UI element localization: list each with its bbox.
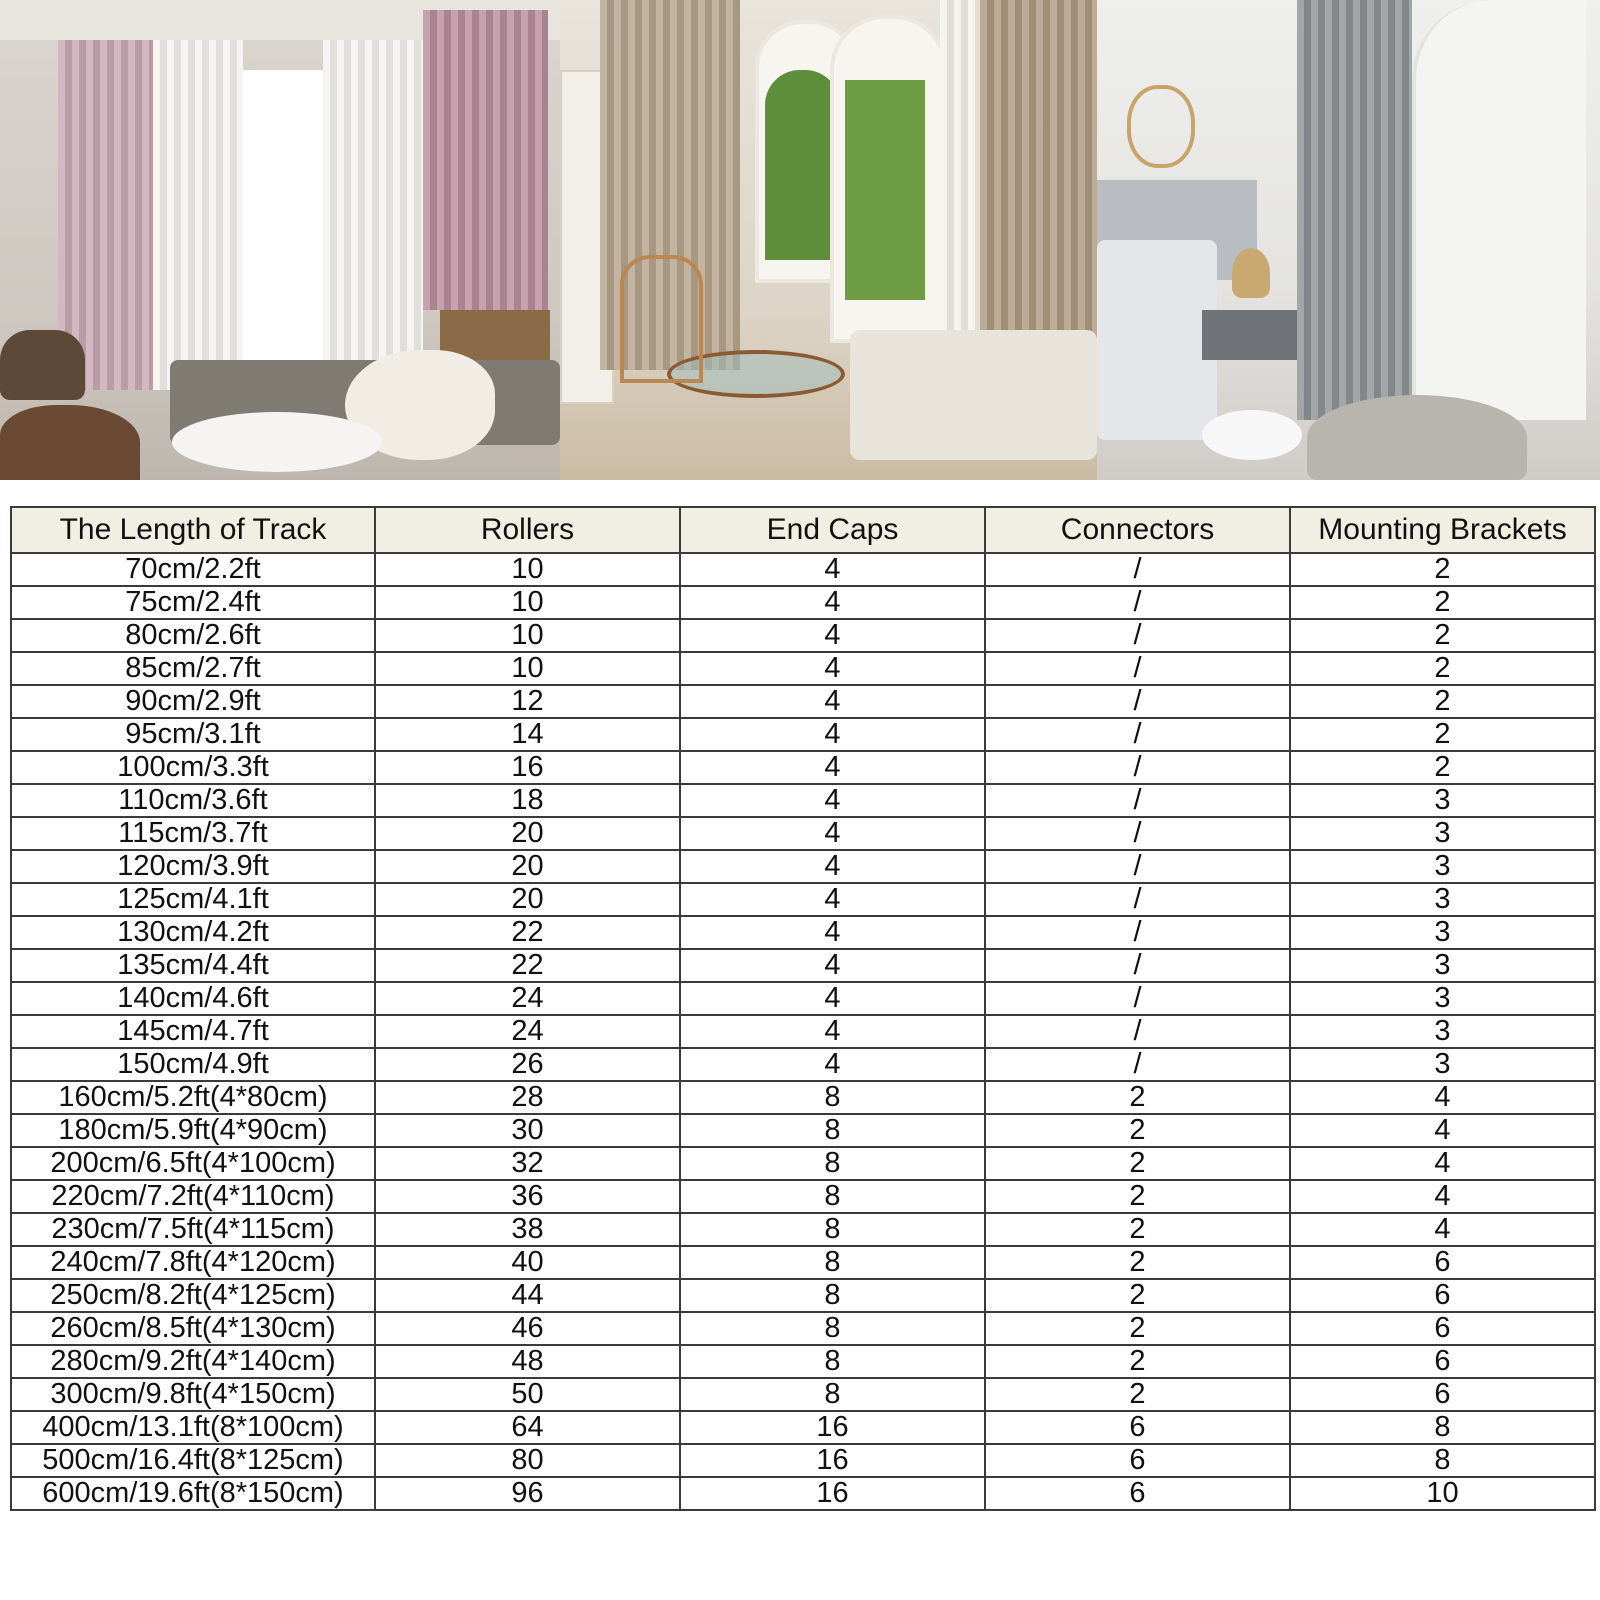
table-row: [11, 553, 1595, 586]
cell-connectors: /: [985, 817, 1290, 850]
cell-mounting-brackets: 10: [1290, 1477, 1595, 1510]
louvered-door: [1412, 0, 1586, 420]
cell-track-length: 200cm/6.5ft(4*100cm): [11, 1147, 375, 1180]
cell-rollers: 26: [375, 1048, 680, 1081]
cell-connectors: /: [985, 553, 1290, 586]
cell-track-length: 100cm/3.3ft: [11, 751, 375, 784]
table-header-row: [11, 507, 1595, 553]
cell-mounting-brackets: 4: [1290, 1180, 1595, 1213]
cell-end-caps: 4: [680, 883, 985, 916]
cell-connectors: /: [985, 685, 1290, 718]
photo-arched-window: [560, 0, 1097, 480]
table-row: [11, 1081, 1595, 1114]
cell-mounting-brackets: 3: [1290, 949, 1595, 982]
cell-rollers: 20: [375, 850, 680, 883]
cell-connectors: 2: [985, 1246, 1290, 1279]
cell-track-length: 120cm/3.9ft: [11, 850, 375, 883]
parts-table: [10, 506, 1594, 1511]
cell-end-caps: 4: [680, 718, 985, 751]
cell-mounting-brackets: 4: [1290, 1147, 1595, 1180]
cell-connectors: /: [985, 949, 1290, 982]
cell-mounting-brackets: 2: [1290, 751, 1595, 784]
cell-end-caps: 4: [680, 751, 985, 784]
table-row: [11, 1411, 1595, 1444]
cell-end-caps: 8: [680, 1279, 985, 1312]
cell-rollers: 24: [375, 1015, 680, 1048]
chair: [620, 255, 703, 383]
table-row: [11, 619, 1595, 652]
cell-connectors: /: [985, 784, 1290, 817]
cell-track-length: 75cm/2.4ft: [11, 586, 375, 619]
sheer-panel: [153, 40, 243, 390]
cell-connectors: 6: [985, 1477, 1290, 1510]
table-row: [11, 586, 1595, 619]
cell-connectors: 2: [985, 1081, 1290, 1114]
table-row: [11, 1180, 1595, 1213]
table-row: [11, 1312, 1595, 1345]
table-row: [11, 685, 1595, 718]
cell-track-length: 130cm/4.2ft: [11, 916, 375, 949]
cell-end-caps: 16: [680, 1411, 985, 1444]
cell-end-caps: 4: [680, 784, 985, 817]
foliage: [765, 70, 840, 260]
cell-track-length: 220cm/7.2ft(4*110cm): [11, 1180, 375, 1213]
cell-end-caps: 4: [680, 1048, 985, 1081]
cell-track-length: 140cm/4.6ft: [11, 982, 375, 1015]
table-row: [11, 982, 1595, 1015]
cell-mounting-brackets: 3: [1290, 883, 1595, 916]
cell-rollers: 64: [375, 1411, 680, 1444]
cell-track-length: 300cm/9.8ft(4*150cm): [11, 1378, 375, 1411]
cell-track-length: 135cm/4.4ft: [11, 949, 375, 982]
cell-end-caps: 4: [680, 553, 985, 586]
curtain-panel: [980, 0, 1097, 340]
cell-connectors: /: [985, 751, 1290, 784]
cell-connectors: 2: [985, 1114, 1290, 1147]
cell-connectors: 2: [985, 1213, 1290, 1246]
cell-track-length: 160cm/5.2ft(4*80cm): [11, 1081, 375, 1114]
cell-rollers: 16: [375, 751, 680, 784]
cell-track-length: 115cm/3.7ft: [11, 817, 375, 850]
cell-track-length: 90cm/2.9ft: [11, 685, 375, 718]
cell-end-caps: 4: [680, 652, 985, 685]
table-row: [11, 1048, 1595, 1081]
cell-rollers: 48: [375, 1345, 680, 1378]
cell-mounting-brackets: 3: [1290, 982, 1595, 1015]
cell-connectors: /: [985, 619, 1290, 652]
cell-rollers: 22: [375, 916, 680, 949]
cell-rollers: 50: [375, 1378, 680, 1411]
cell-end-caps: 4: [680, 685, 985, 718]
header-end-caps: End Caps: [680, 507, 985, 553]
cell-mounting-brackets: 8: [1290, 1411, 1595, 1444]
cell-rollers: 36: [375, 1180, 680, 1213]
cell-connectors: /: [985, 883, 1290, 916]
round-table: [1307, 395, 1527, 480]
cell-mounting-brackets: 4: [1290, 1081, 1595, 1114]
sofa: [850, 330, 1097, 460]
cell-track-length: 125cm/4.1ft: [11, 883, 375, 916]
table-row: [11, 1015, 1595, 1048]
table-row: [11, 850, 1595, 883]
cell-end-caps: 4: [680, 1015, 985, 1048]
table-row: [11, 1477, 1595, 1510]
table-row: [11, 751, 1595, 784]
cell-rollers: 28: [375, 1081, 680, 1114]
cell-track-length: 400cm/13.1ft(8*100cm): [11, 1411, 375, 1444]
cell-connectors: 2: [985, 1312, 1290, 1345]
cell-connectors: /: [985, 718, 1290, 751]
cell-track-length: 145cm/4.7ft: [11, 1015, 375, 1048]
table-row: [11, 1345, 1595, 1378]
cell-mounting-brackets: 6: [1290, 1312, 1595, 1345]
cell-end-caps: 16: [680, 1477, 985, 1510]
cell-connectors: /: [985, 1048, 1290, 1081]
cell-mounting-brackets: 2: [1290, 718, 1595, 751]
cell-connectors: 6: [985, 1411, 1290, 1444]
table-row: [11, 652, 1595, 685]
photo-strip: [0, 0, 1600, 480]
round-table: [172, 412, 382, 472]
cell-mounting-brackets: 3: [1290, 817, 1595, 850]
cell-rollers: 10: [375, 586, 680, 619]
cell-rollers: 44: [375, 1279, 680, 1312]
cell-connectors: /: [985, 586, 1290, 619]
cell-rollers: 20: [375, 883, 680, 916]
cell-rollers: 30: [375, 1114, 680, 1147]
cell-end-caps: 8: [680, 1147, 985, 1180]
cell-end-caps: 4: [680, 916, 985, 949]
cell-mounting-brackets: 6: [1290, 1345, 1595, 1378]
cell-mounting-brackets: 4: [1290, 1114, 1595, 1147]
cell-track-length: 95cm/3.1ft: [11, 718, 375, 751]
cell-end-caps: 8: [680, 1246, 985, 1279]
cell-connectors: 2: [985, 1147, 1290, 1180]
rug: [0, 405, 140, 480]
curtain-panel: [1297, 0, 1412, 420]
header-track-length: The Length of Track: [11, 507, 375, 553]
cell-track-length: 500cm/16.4ft(8*125cm): [11, 1444, 375, 1477]
cell-track-length: 240cm/7.8ft(4*120cm): [11, 1246, 375, 1279]
cell-rollers: 40: [375, 1246, 680, 1279]
cell-end-caps: 4: [680, 619, 985, 652]
cell-rollers: 10: [375, 619, 680, 652]
photo-bedroom: [1097, 0, 1600, 480]
cell-track-length: 150cm/4.9ft: [11, 1048, 375, 1081]
cell-rollers: 10: [375, 553, 680, 586]
cell-mounting-brackets: 3: [1290, 1015, 1595, 1048]
table-body: [11, 553, 1595, 1510]
cell-rollers: 10: [375, 652, 680, 685]
header-mounting-brackets: Mounting Brackets: [1290, 507, 1595, 553]
cell-track-length: 80cm/2.6ft: [11, 619, 375, 652]
cell-mounting-brackets: 2: [1290, 652, 1595, 685]
cell-end-caps: 8: [680, 1213, 985, 1246]
cell-track-length: 600cm/19.6ft(8*150cm): [11, 1477, 375, 1510]
cell-connectors: /: [985, 652, 1290, 685]
cell-connectors: /: [985, 850, 1290, 883]
cell-track-length: 250cm/8.2ft(4*125cm): [11, 1279, 375, 1312]
cell-mounting-brackets: 2: [1290, 685, 1595, 718]
table-row: [11, 718, 1595, 751]
table-row: [11, 1213, 1595, 1246]
cell-mounting-brackets: 3: [1290, 1048, 1595, 1081]
cell-track-length: 260cm/8.5ft(4*130cm): [11, 1312, 375, 1345]
sheer-panel: [323, 40, 423, 360]
cell-mounting-brackets: 3: [1290, 850, 1595, 883]
cell-end-caps: 4: [680, 982, 985, 1015]
cell-rollers: 80: [375, 1444, 680, 1477]
table-row: [11, 916, 1595, 949]
cell-end-caps: 8: [680, 1345, 985, 1378]
cell-end-caps: 8: [680, 1081, 985, 1114]
cell-mounting-brackets: 6: [1290, 1378, 1595, 1411]
cell-rollers: 18: [375, 784, 680, 817]
cell-connectors: 2: [985, 1345, 1290, 1378]
cell-rollers: 22: [375, 949, 680, 982]
cell-rollers: 38: [375, 1213, 680, 1246]
cell-end-caps: 8: [680, 1180, 985, 1213]
cell-rollers: 46: [375, 1312, 680, 1345]
cell-rollers: 12: [375, 685, 680, 718]
cell-connectors: /: [985, 916, 1290, 949]
cell-end-caps: 4: [680, 586, 985, 619]
cell-end-caps: 16: [680, 1444, 985, 1477]
cell-mounting-brackets: 8: [1290, 1444, 1595, 1477]
header-connectors: Connectors: [985, 507, 1290, 553]
cell-connectors: /: [985, 1015, 1290, 1048]
table-row: [11, 1147, 1595, 1180]
cell-rollers: 24: [375, 982, 680, 1015]
table-row: [11, 784, 1595, 817]
cell-rollers: 32: [375, 1147, 680, 1180]
photo-living-room: [0, 0, 560, 480]
cell-end-caps: 4: [680, 949, 985, 982]
cell-end-caps: 8: [680, 1114, 985, 1147]
mirror: [1127, 85, 1195, 168]
header-rollers: Rollers: [375, 507, 680, 553]
table-row: [11, 1444, 1595, 1477]
cell-track-length: 110cm/3.6ft: [11, 784, 375, 817]
table-row: [11, 1246, 1595, 1279]
cell-connectors: 2: [985, 1279, 1290, 1312]
table-row: [11, 949, 1595, 982]
window: [243, 70, 323, 360]
table-row: [11, 1114, 1595, 1147]
table-row: [11, 1378, 1595, 1411]
lounge-chair: [0, 330, 85, 400]
cell-connectors: 6: [985, 1444, 1290, 1477]
cell-rollers: 20: [375, 817, 680, 850]
cell-mounting-brackets: 6: [1290, 1246, 1595, 1279]
cell-end-caps: 8: [680, 1312, 985, 1345]
cell-track-length: 230cm/7.5ft(4*115cm): [11, 1213, 375, 1246]
cell-connectors: 2: [985, 1180, 1290, 1213]
foliage: [845, 80, 925, 300]
curtain-panel: [423, 10, 548, 310]
bed: [1097, 240, 1217, 440]
lamp: [1232, 248, 1270, 298]
cell-mounting-brackets: 3: [1290, 916, 1595, 949]
cell-mounting-brackets: 6: [1290, 1279, 1595, 1312]
cell-track-length: 280cm/9.2ft(4*140cm): [11, 1345, 375, 1378]
cell-end-caps: 4: [680, 850, 985, 883]
table-row: [11, 1279, 1595, 1312]
fur-pouf: [1202, 410, 1302, 460]
cell-end-caps: 4: [680, 817, 985, 850]
cell-rollers: 96: [375, 1477, 680, 1510]
table-row: [11, 883, 1595, 916]
cell-mounting-brackets: 2: [1290, 553, 1595, 586]
cell-connectors: /: [985, 982, 1290, 1015]
cell-mounting-brackets: 2: [1290, 586, 1595, 619]
cell-mounting-brackets: 3: [1290, 784, 1595, 817]
cell-end-caps: 8: [680, 1378, 985, 1411]
cell-track-length: 70cm/2.2ft: [11, 553, 375, 586]
cell-rollers: 14: [375, 718, 680, 751]
cell-connectors: 2: [985, 1378, 1290, 1411]
cell-mounting-brackets: 2: [1290, 619, 1595, 652]
cell-track-length: 180cm/5.9ft(4*90cm): [11, 1114, 375, 1147]
cell-mounting-brackets: 4: [1290, 1213, 1595, 1246]
cell-track-length: 85cm/2.7ft: [11, 652, 375, 685]
table-row: [11, 817, 1595, 850]
